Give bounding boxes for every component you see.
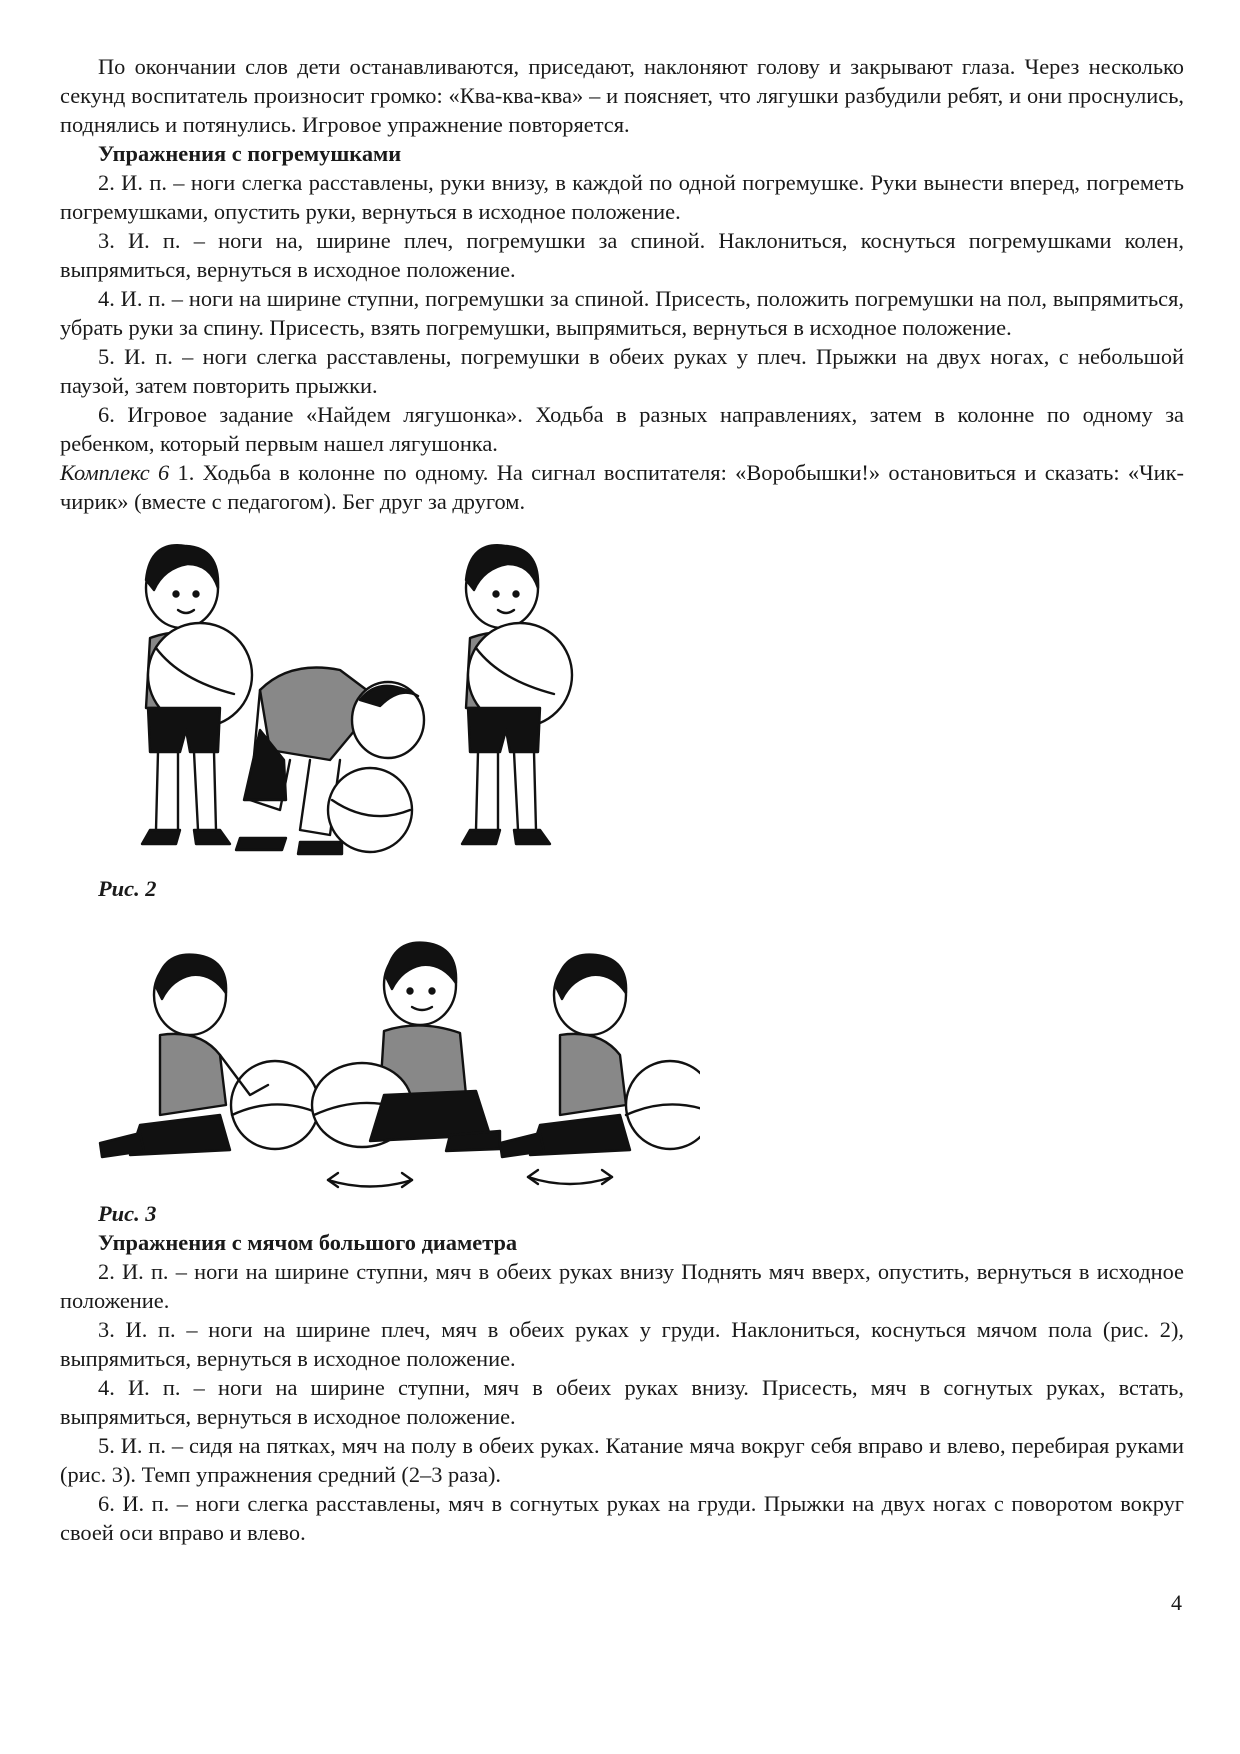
paragraph-rattles-2: 2. И. п. – ноги слегка расставлены, руки внизу, в каждой по одной погремушке. Руки вынести вперед, погреметь погремушками, опустить руки, вернуться в исходное положение. — [60, 170, 1184, 224]
boy-kneeling-right — [500, 955, 700, 1157]
paragraph-intro: По окончании слов дети останавливаются, приседают, наклоняют голову и закрывают глаза. Через несколько секунд воспитатель произносит громко: «Ква-ква-ква» – и поясняет, что лягушки разбудили ребят, и они проснулись, поднялись и потянулись. Игровое упражнение повторяется. — [60, 54, 1184, 137]
boy-kneeling-center — [312, 943, 500, 1151]
figure-3 — [60, 925, 1184, 1195]
paragraph-rattles-6: 6. Игровое задание «Найдем лягушонка». Ходьба в разных направлениях, затем в колонне по одному за ребенком, который первым нашел лягушонка. — [60, 402, 1184, 456]
figure-3-illustration — [60, 925, 700, 1195]
figure-3-caption: Рис. 3 — [98, 1201, 157, 1226]
boy-standing-left — [142, 545, 252, 844]
boy-standing-right — [462, 545, 572, 844]
paragraph-ball-2: 2. И. п. – ноги на ширине ступни, мяч в обеих руках внизу Поднять мяч вверх, опустить, вернуться в исходное положение. — [60, 1259, 1184, 1313]
complex-label: Комплекс 6 — [60, 460, 170, 485]
paragraph-ball-5: 5. И. п. – сидя на пятках, мяч на полу в обеих руках. Катание мяча вокруг себя вправо и влево, перебирая руками (рис. 3). Темп упражнения средний (2–3 раза). — [60, 1433, 1184, 1487]
paragraph-complex-6 — [60, 458, 1184, 516]
paragraph-ball-4: 4. И. п. – ноги на ширине ступни, мяч в обеих руках внизу. Присесть, мяч в согнутых руках, встать, выпрямиться, вернуться в исходное положение. — [60, 1375, 1184, 1429]
page-content — [60, 52, 1184, 1547]
section-heading-rattles: Упражнения с погремушками — [98, 141, 402, 166]
page-number: 4 — [1171, 1590, 1182, 1615]
boy-kneeling-left — [100, 955, 319, 1157]
figure-2-caption: Рис. 2 — [98, 876, 157, 901]
paragraph-rattles-4: 4. И. п. – ноги на ширине ступни, погремушки за спиной. Присесть, положить погремушки на пол, выпрямиться, убрать руки за спину. Присесть, взять погремушки, выпрямиться, вернуться в исходное положение. — [60, 286, 1184, 340]
complex-text: 1. Ходьба в колонне по одному. На сигнал воспитателя: «Воробышки!» остановиться и сказать: «Чик-чирик» (вместе с педагогом). Бег друг за другом. — [60, 460, 1184, 514]
figure-2 — [60, 530, 1184, 870]
paragraph-ball-6: 6. И. п. – ноги слегка расставлены, мяч в согнутых руках на груди. Прыжки на двух ногах с поворотом вокруг своей оси вправо и влево. — [60, 1491, 1184, 1545]
section-heading-big-ball: Упражнения с мячом большого диаметра — [98, 1230, 518, 1255]
rotation-arrow-right-icon — [528, 1177, 612, 1184]
paragraph-rattles-5: 5. И. п. – ноги слегка расставлены, погремушки в обеих руках у плеч. Прыжки на двух ногах, с небольшой паузой, затем повторить прыжки. — [60, 344, 1184, 398]
figure-2-illustration — [60, 530, 660, 870]
paragraph-ball-3: 3. И. п. – ноги на ширине плеч, мяч в обеих руках у груди. Наклониться, коснуться мячом пола (рис. 2), выпрямиться, вернуться в исходное положение. — [60, 1317, 1184, 1371]
rotation-arrow-left-icon — [328, 1180, 412, 1187]
boy-bending — [236, 668, 424, 855]
paragraph-rattles-3: 3. И. п. – ноги на, ширине плеч, погремушки за спиной. Наклониться, коснуться погремушками колен, выпрямиться, вернуться в исходное положение. — [60, 228, 1184, 282]
